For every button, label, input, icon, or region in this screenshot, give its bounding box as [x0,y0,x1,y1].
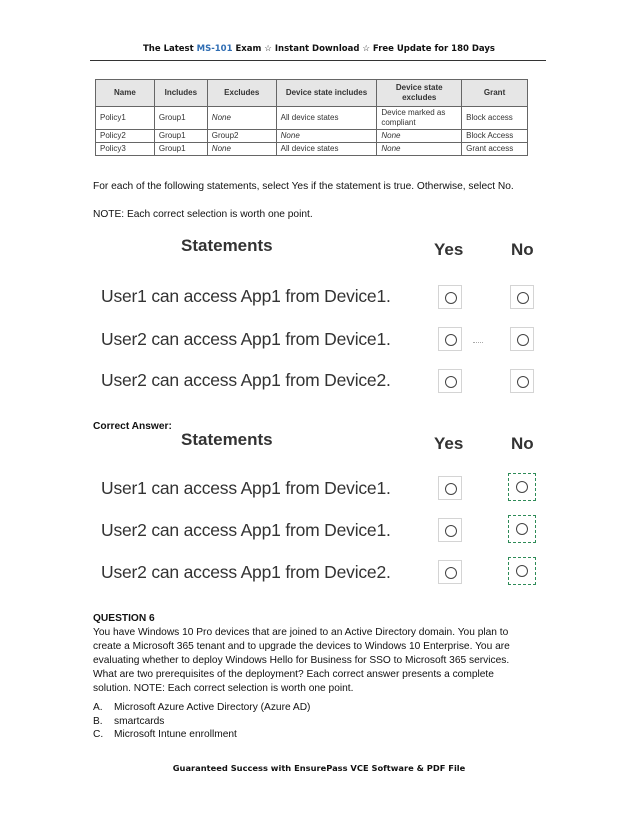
column-header: Device state includes [276,80,377,107]
statements-question [93,234,545,399]
yes-radio[interactable] [438,476,462,500]
radio-circle-icon [516,565,528,577]
question-body-line: You have Windows 10 Pro devices that are joined to an Active Directory domain. You plan to [93,627,509,638]
no-radio-selected[interactable] [508,473,536,501]
column-header: Grant [462,80,528,107]
option-c[interactable] [93,728,310,742]
statements-answer [93,428,545,593]
policy-table [95,79,528,156]
radio-circle-icon [445,334,457,346]
radio-circle-icon [516,481,528,493]
header-suffix: Exam ☆ Instant Download ☆ Free Update for 180 Days [232,44,495,54]
dotted-leader [473,342,483,343]
option-text: Microsoft Intune enrollment [114,729,237,740]
no-radio-selected[interactable] [508,515,536,543]
table-cell: Block Access [462,130,528,143]
no-header: No [511,434,534,453]
radio-circle-icon [445,483,457,495]
table-cell: Policy2 [96,130,155,143]
table-cell: All device states [276,107,377,130]
note-text: NOTE: Each correct selection is worth one point. [93,209,313,220]
radio-circle-icon [445,525,457,537]
option-a[interactable] [93,701,310,715]
option-letter: A. [93,702,103,713]
question-body-line: evaluating whether to deploy Windows Hello for Business for SSO to Microsoft 365 services. [93,655,510,666]
answer-options [93,701,310,742]
statements-header: Statements [181,236,273,255]
header-prefix: The Latest [143,44,197,54]
page-footer: Guaranteed Success with EnsurePass VCE Software & PDF File [172,763,466,773]
question-body-line: solution. NOTE: Each correct selection is worth one point. [93,683,354,694]
statement-3: User2 can access App1 from Device2. [101,562,391,582]
table-cell: All device states [276,143,377,156]
radio-circle-icon [445,292,457,304]
table-cell: Group1 [154,143,207,156]
yes-radio[interactable] [438,518,462,542]
yes-header: Yes [434,240,464,259]
radio-circle-icon [445,567,457,579]
radio-circle-icon [517,292,529,304]
question-title: QUESTION 6 [93,613,155,624]
table-cell: Block access [462,107,528,130]
statements-header: Statements [181,430,273,449]
yes-radio[interactable] [438,560,462,584]
table-row [96,107,528,130]
table-cell: Group1 [154,130,207,143]
column-header: Excludes [207,80,276,107]
option-letter: B. [93,715,103,727]
option-text: smartcards [114,715,165,727]
statement-1: User1 can access App1 from Device1. [101,286,391,306]
yes-radio[interactable] [438,285,462,309]
table-cell: None [276,130,377,143]
question-body-line: create a Microsoft 365 tenant and to upgrade the devices to Windows 10 Enterprise. You are [93,641,510,652]
table-cell: Grant access [462,143,528,156]
column-header: Device state excludes [377,80,462,107]
exam-code: MS-101 [196,44,233,54]
option-letter: C. [93,729,104,740]
table-header-row [96,80,528,107]
table-cell: Group2 [207,130,276,143]
instruction-text: For each of the following statements, select Yes if the statement is true. Otherwise, select No. [93,181,514,192]
table-cell: None [207,107,276,130]
option-b[interactable] [93,715,310,729]
page-header [0,44,638,54]
statement-2: User2 can access App1 from Device1. [101,520,391,540]
question-body-line: What are two prerequisites of the deployment? Each correct answer presents a complete [93,669,494,680]
no-radio[interactable] [510,327,534,351]
statement-3: User2 can access App1 from Device2. [101,370,391,390]
yes-radio[interactable] [438,327,462,351]
table-cell: Policy3 [96,143,155,156]
column-header: Name [96,80,155,107]
header-divider [90,60,546,61]
yes-header: Yes [434,434,464,453]
radio-circle-icon [517,376,529,388]
table-cell: Group1 [154,107,207,130]
table-cell: Policy1 [96,107,155,130]
radio-circle-icon [516,523,528,535]
table-row [96,130,528,143]
no-header: No [511,240,534,259]
column-header: Includes [154,80,207,107]
yes-radio[interactable] [438,369,462,393]
no-radio[interactable] [510,285,534,309]
table-cell: None [377,143,462,156]
no-radio[interactable] [510,369,534,393]
table-row [96,143,528,156]
table-cell: None [377,130,462,143]
statement-2: User2 can access App1 from Device1. [101,329,391,349]
option-text: Microsoft Azure Active Directory (Azure AD) [114,702,311,713]
no-radio-selected[interactable] [508,557,536,585]
radio-circle-icon [445,376,457,388]
radio-circle-icon [517,334,529,346]
statement-1: User1 can access App1 from Device1. [101,478,391,498]
table-cell: None [207,143,276,156]
table-cell: Device marked as compliant [377,107,462,130]
correct-answer-label: Correct Answer: [93,421,172,432]
